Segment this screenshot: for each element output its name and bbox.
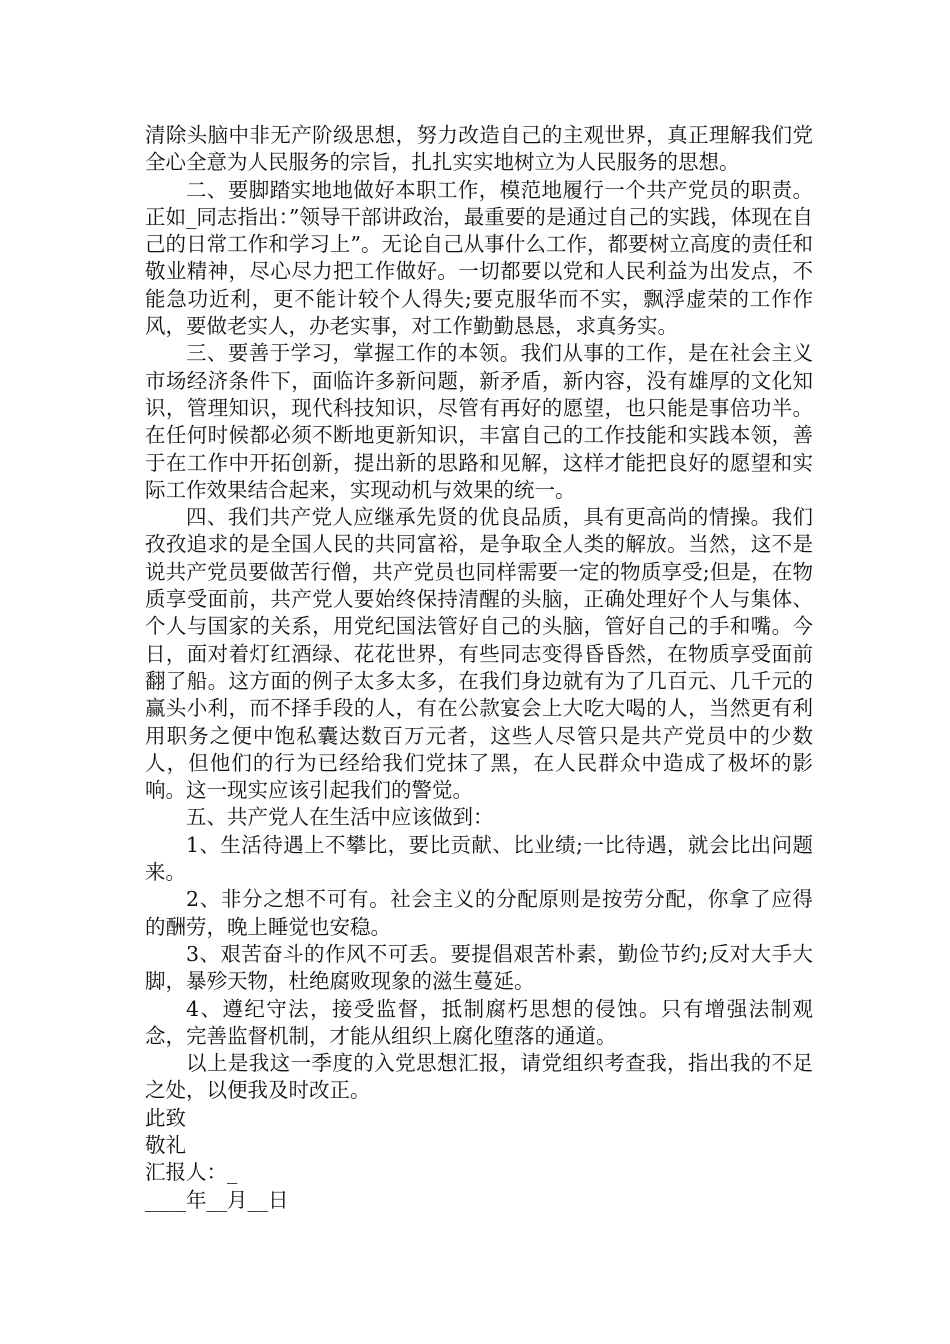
list-item-4: 4、遵纪守法，接受监督，抵制腐朽思想的侵蚀。只有增强法制观念，完善监督机制，才能从组织上腐化堕落的通道。 <box>145 996 813 1048</box>
paragraph-section-2: 二、要脚踏实地地做好本职工作，模范地履行一个共产党员的职责。正如_同志指出：”领导干部讲政治，最重要的是通过自己的实践，体现在自己的日常工作和学习上”。无论自己从事什么工作，都要树立高度的责任和敬业精神，尽心尽力把工作做好。一切都要以党和人民利益为出发点，不能急功近利，更不能计较个人得失;要克服华而不实，飘浮虚荣的工作作风，要做老实人，办老实事，对工作勤勤恳恳，求真务实。 <box>145 177 813 339</box>
list-item-2: 2、非分之想不可有。社会主义的分配原则是按劳分配，你拿了应得的酬劳，晚上睡觉也安稳。 <box>145 887 813 939</box>
paragraph-section-5: 五、共产党人在生活中应该做到： <box>186 805 494 830</box>
reporter-signature: 汇报人：_ <box>145 1160 238 1185</box>
closing-regards: 敬礼 <box>145 1132 186 1157</box>
document-page <box>145 122 813 1214</box>
paragraph-continuation: 清除头脑中非无产阶级思想，努力改造自己的主观世界，真正理解我们党全心全意为人民服务的宗旨，扎扎实实地树立为人民服务的思想。 <box>145 123 813 175</box>
list-item-1: 1、生活待遇上不攀比，要比贡献、比业绩;一比待遇，就会比出问题来。 <box>145 832 813 885</box>
closing-salutation: 此致 <box>145 1105 186 1130</box>
paragraph-section-3: 三、要善于学习，掌握工作的本领。我们从事的工作，是在社会主义市场经济条件下，面临许多新问题，新矛盾，新内容，没有雄厚的文化知识，管理知识，现代科技知识，尽管有再好的愿望，也只能是事倍功半。在任何时候都必须不断地更新知识，丰富自己的工作技能和实践本领，善于在工作中开拓创新，提出新的思路和见解，这样才能把良好的愿望和实际工作效果结合起来，实现动机与效果的统一。 <box>145 341 813 502</box>
paragraph-section-4: 四、我们共产党人应继承先贤的优良品质，具有更高尚的情操。我们孜孜追求的是全国人民的共同富裕，是争取全人类的解放。当然，这不是说共产党员要做苦行僧，共产党员也同样需要一定的物质享受;但是，在物质享受面前，共产党人要始终保持清醒的头脑，正确处理好个人与集体、个人与国家的关系，用党纪国法管好自己的头脑，管好自己的手和嘴。今日，面对着灯红酒绿、花花世界，有些同志变得昏昏然，在物质享受面前翻了船。这方面的例子太多太多，在我们身边就有为了几百元、几千元的赢头小利，而不择手段的人，有在公款宴会上大吃大喝的人，当然更有利用职务之便中饱私囊达数百万元者，这些人尽管只是共产党员中的少数人，但他们的行为已经给我们党抹了黑，在人民群众中造成了极坏的影响。这一现实应该引起我们的警觉。 <box>145 505 813 803</box>
list-item-3: 3、艰苦奋斗的作风不可丢。要提倡艰苦朴素，勤俭节约;反对大手大脚，暴殄天物，杜绝腐败现象的滋生蔓延。 <box>145 941 813 994</box>
report-date: ____年__月__日 <box>145 1187 289 1212</box>
paragraph-conclusion: 以上是我这一季度的入党思想汇报，请党组织考查我，指出我的不足之处，以便我及时改正。 <box>145 1051 813 1103</box>
